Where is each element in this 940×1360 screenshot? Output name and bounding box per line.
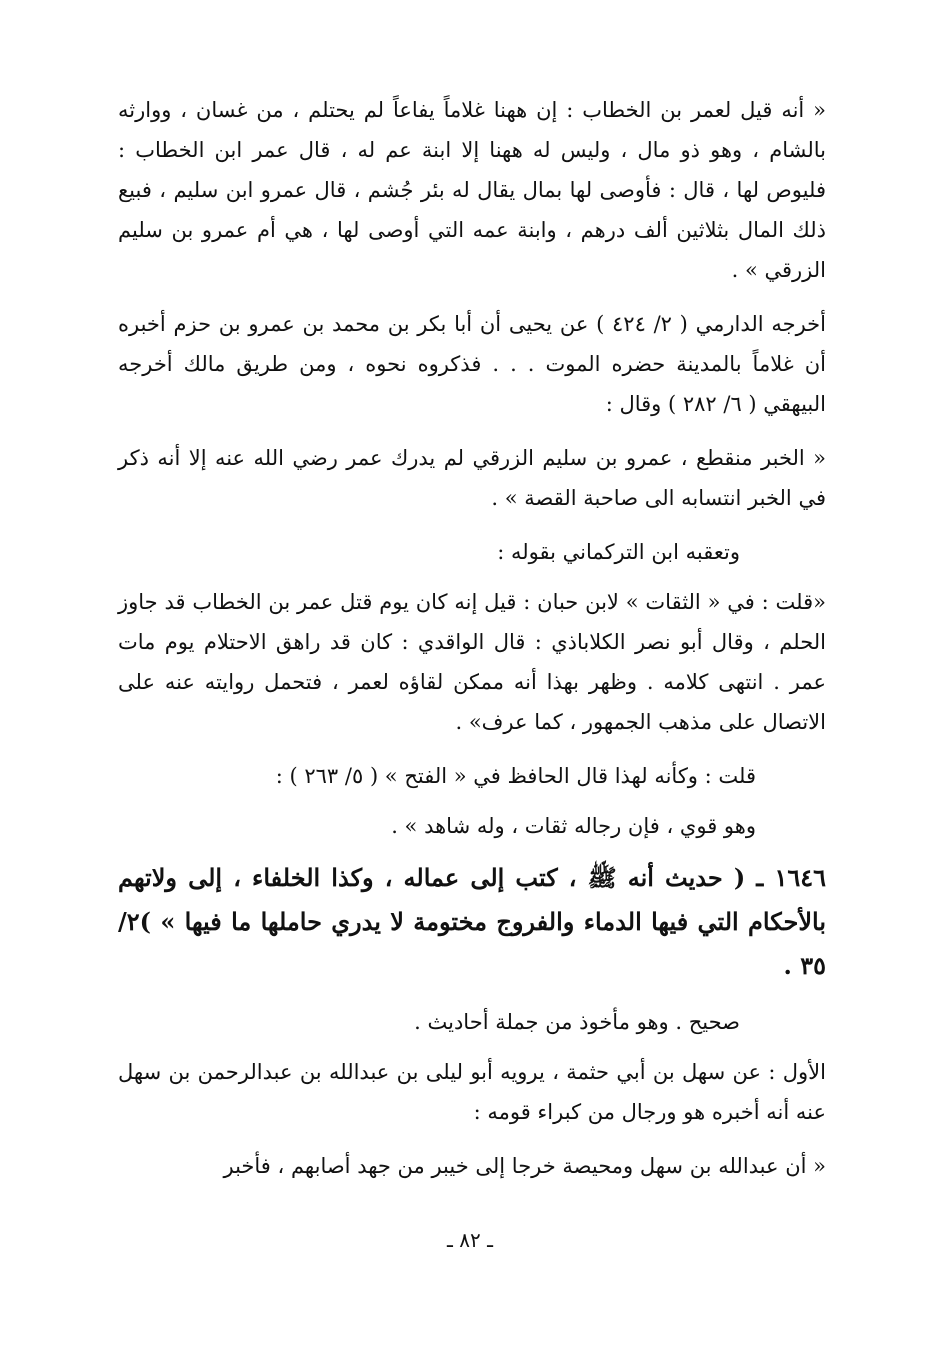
page-number: ـ ٨٢ ـ <box>447 1228 493 1252</box>
citation-paragraph: أخرجه الدارمي ( ٢/ ٤٢٤ ) عن يحيى أن أبا بكر بن محمد بن عمرو بن حزم أخبره أن غلاماً بالمدينة حضره الموت . . . فذكروه نحوه ، ومن طريق مالك أخرجه البيهقي ( ٦/ ٢٨٢ ) وقال : <box>118 312 826 416</box>
first-narration: الأول : عن سهل بن أبي حثمة ، يرويه أبو ليلى بن عبدالله بن عبدالرحمن بن سهل عنه أنه أخبره هو ورجال من كبراء قومه : <box>118 1060 826 1124</box>
bayhaqi-quote: « الخبر منقطع ، عمرو بن سليم الزرقي لم يدرك عمر رضي الله عنه إلا أنه ذكر في الخبر انتسابه الى صاحبة القصة » . <box>118 446 826 510</box>
hadith-heading: ١٦٤٦ ـ ( حديث أنه ﷺ ، كتب إلى عماله ، وكذا الخلفاء ، إلى ولاتهم بالأحكام التي فيها الدماء والفروج مختومة لا يدري حاملها ما فيها » )٢/ ٣٥ . <box>118 863 826 980</box>
page-body <box>118 90 826 1340</box>
quote-paragraph: « أنه قيل لعمر بن الخطاب : إن ههنا غلاماً يفاعاً لم يحتلم ، من غسان ، ووارثه بالشام ، وهو ذو مال ، وليس له ههنا إلا ابنة عم له ، قال عمر ابن الخطاب : فليوص لها ، قال : فأوصى لها بمال يقال له بئر جُشم ، قال عمرو ابن سليم ، فبيع ذلك المال بثلاثين ألف درهم ، وابنة عمه التي أوصى لها ، هي أم عمرو بن سليم الزرقي » . <box>118 98 826 282</box>
turkmani-intro: وتعقبه ابن التركماني بقوله : <box>497 540 740 564</box>
turkmani-quote: «قلت : في « الثقات » لابن حبان : قيل إنه كان يوم قتل عمر بن الخطاب قد جاوز الحلم ، وقال أبو نصر الكلاباذي : قال الواقدي : كان قد راهق الاحتلام يوم مات عمر . انتهى كلامه . وظهر بهذا أنه ممكن لقاؤه لعمر ، فتحمل روايته عنه على الاتصال على مذهب الجمهور ، كما عرف» . <box>118 590 826 734</box>
grading-line: صحيح . وهو مأخوذ من جملة أحاديث . <box>414 1010 740 1034</box>
narration-text: « أن عبدالله بن سهل ومحيصة خرجا إلى خيبر من جهد أصابهم ، فأخبر <box>223 1154 826 1178</box>
hafiz-intro: قلت : وكأنه لهذا قال الحافظ في « الفتح » ( ٥/ ٢٦٣ ) : <box>275 764 756 788</box>
hafiz-quote: وهو قوي ، فإن رجاله ثقات ، وله شاهد » . <box>391 814 756 838</box>
